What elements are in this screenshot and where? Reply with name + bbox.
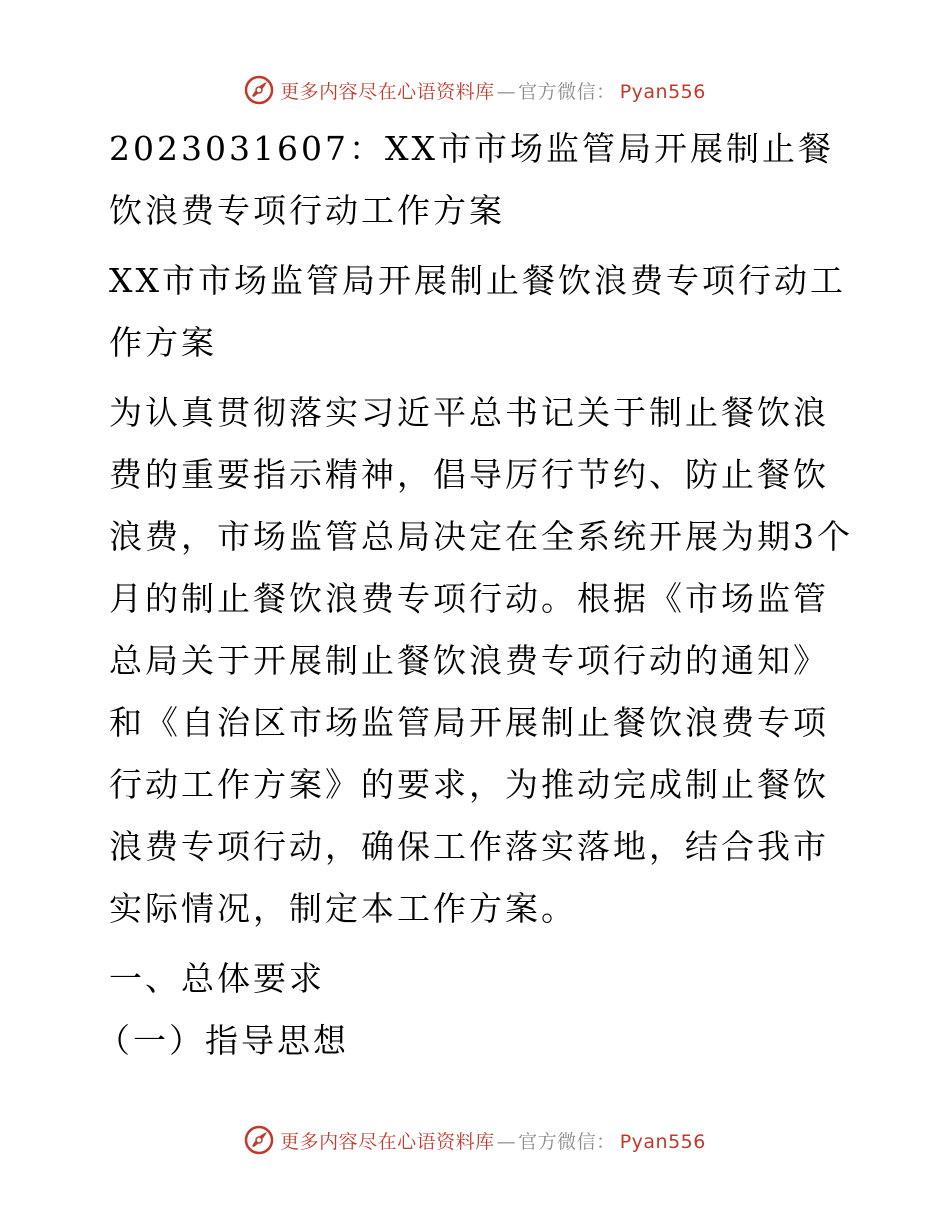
watermark-site-text: 更多内容尽在心语资料库 — [280, 80, 495, 103]
quill-logo-icon — [244, 1125, 274, 1155]
document-body — [97, 118, 857, 1072]
section-heading: 一、总体要求 — [109, 959, 325, 998]
watermark-dash: — — [496, 80, 517, 103]
document-title: 2023031607：XX市市场监管局开展制止餐饮浪费专项行动工作方案 — [109, 129, 834, 230]
watermark-text — [280, 1127, 706, 1154]
watermark-text — [280, 77, 706, 104]
watermark-site-text: 更多内容尽在心语资料库 — [280, 1130, 495, 1153]
intro-paragraph: 为认真贯彻落实习近平总书记关于制止餐饮浪费的重要指示精神，倡导厉行节约、防止餐饮浪费，市场监管总局决定在全系统开展为期3个月的制止餐饮浪费专项行动。根据《市场监管总局关于开展制止餐饮浪费专项行动的通知》和《自治区市场监管局开展制止餐饮浪费专项行动工作方案》的要求，为推动完成制止餐饮浪费专项行动，确保工作落实落地，结合我市实际情况，制定本工作方案。 — [109, 393, 853, 928]
header-watermark — [0, 70, 950, 110]
watermark-wechat-id: Pyan556 — [619, 1130, 706, 1153]
subsection-heading: （一）指导思想 — [97, 1021, 349, 1060]
quill-logo-icon — [244, 75, 274, 105]
watermark-dash: — — [496, 1130, 517, 1153]
watermark-label: 官方微信： — [518, 1130, 616, 1153]
watermark-label: 官方微信： — [518, 80, 616, 103]
document-subtitle: XX市市场监管局开展制止餐饮浪费专项行动工作方案 — [109, 261, 846, 362]
footer-watermark — [0, 1120, 950, 1160]
watermark-wechat-id: Pyan556 — [619, 80, 706, 103]
